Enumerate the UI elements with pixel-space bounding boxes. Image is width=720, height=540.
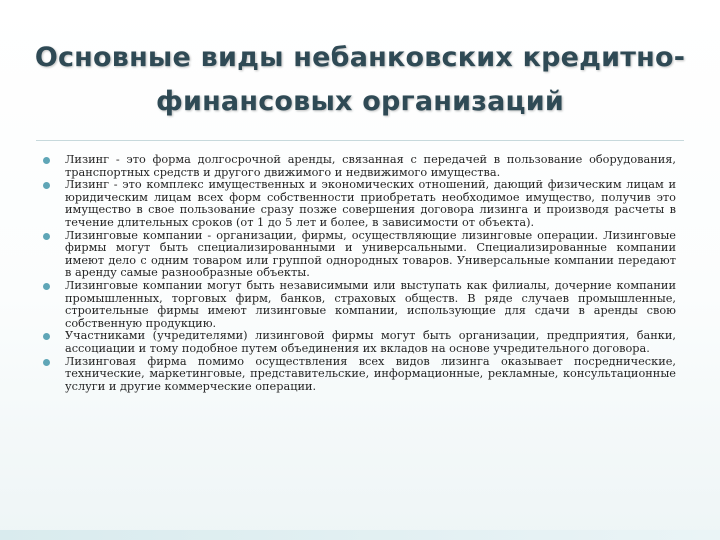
bullet-item	[38, 154, 676, 179]
bottom-accent-bar	[0, 530, 720, 540]
bullet-text: Лизинговая фирма помимо осуществления всех видов лизинга оказывает посреднические, технические, маркетинговые, представительские, информационные, рекламные, консультационные услуги и другие коммерческие операции.	[65, 354, 676, 393]
content-area	[38, 154, 676, 393]
bullet-item	[38, 230, 676, 280]
bullet-text: Лизинг - это форма долгосрочной аренды, связанная с передачей в пользование оборудования, транспортных средств и другого движимого и недвижимого имущества.	[65, 153, 676, 179]
bullet-dot-icon	[43, 359, 50, 366]
bullet-dot-icon	[43, 157, 50, 164]
bullet-item	[38, 280, 676, 330]
bullet-text: Лизинговые компании могут быть независимыми или выступать как филиалы, дочерние компании промышленных, торговых фирм, банков, страховых обществ. В ряде случаев промышленные, строительные фирмы имеют лизинговые компании, использующие для сдачи в аренды свою собственную продукцию.	[65, 278, 676, 330]
bullet-dot-icon	[43, 182, 50, 189]
bullet-item	[38, 179, 676, 229]
bullet-dot-icon	[43, 233, 50, 240]
title-divider	[36, 140, 684, 141]
title-area	[0, 0, 720, 140]
bullet-text: Лизинговые компании - организации, фирмы, осуществляющие лизинговые операции. Лизинговые фирмы могут быть специализированными и универсальными. Специализированные компании имеют дело с одним товаром или группой однородных товаров. Универсальные компании передают в аренду самые разнообразные объекты.	[65, 228, 676, 280]
slide-title: Основные виды небанковских кредитно-финансовых организаций	[34, 42, 686, 117]
bullet-text: Лизинг - это комплекс имущественных и экономических отношений, дающий физическим лицам и юридическим лицам всех форм собственности приобретать необходимое имущество, получив это имущество в свое пользование сразу позже совершения договора лизинга и производя расчеты в течение длительных сроков (от 1 до 5 лет и более, в зависимости от объекта).	[65, 178, 676, 229]
bullet-item	[38, 330, 676, 355]
bullet-dot-icon	[43, 283, 50, 290]
bullet-item	[38, 356, 676, 394]
bullet-dot-icon	[43, 333, 50, 340]
bullet-list	[38, 154, 676, 393]
bullet-text: Участниками (учредителями) лизинговой фирмы могут быть организации, предприятия, банки, ассоциации и тому подобное путем объединения их вкладов на основе учредительного договора.	[65, 329, 676, 355]
